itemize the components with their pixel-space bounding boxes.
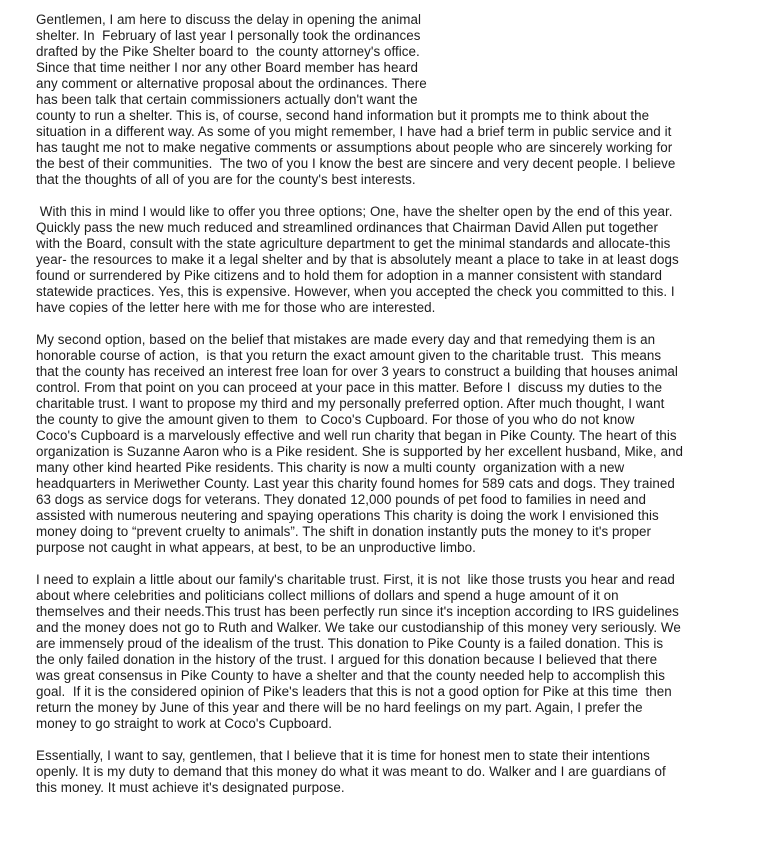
text-line: have copies of the letter here with me for those who are interested.	[36, 300, 436, 315]
text-line: openly. It is my duty to demand that this money do what it was meant to do. Walker and I are guardians of	[36, 764, 666, 779]
paragraph-2	[36, 204, 760, 316]
text-line: with the Board, consult with the state agriculture department to get the minimal standards and allocate-this	[36, 236, 671, 251]
text-line: this money. It must achieve it's designated purpose.	[36, 780, 345, 795]
text-line: that the county has received an interest free loan for over 3 years to construct a building that houses animal	[36, 364, 678, 379]
text-line: I need to explain a little about our family's charitable trust. First, it is not like those trusts you hear and read	[36, 572, 675, 587]
text-line: charitable trust. I want to propose my third and my personally preferred option. After much thought, I want	[36, 396, 665, 411]
paragraph-5	[36, 748, 760, 796]
text-line: many other kind hearted Pike residents. This charity is now a multi county organization with a new	[36, 460, 625, 475]
text-line: are immensely proud of the idealism of the trust. This donation to Pike County is a failed donation. This is	[36, 636, 664, 651]
text-line: that the thoughts of all of you are for the county's best interests.	[36, 172, 416, 187]
text-line: county to run a shelter. This is, of course, second hand information but it prompts me to think about the	[36, 108, 650, 123]
text-line: Gentlemen, I am here to discuss the delay in opening the animal	[36, 12, 422, 27]
text-line: year- the resources to make it a legal shelter and by that is absolutely meant a place to take in at least dogs	[36, 252, 679, 267]
text-line: goal. If it is the considered opinion of Pike's leaders that this is not a good option for Pike at this time then	[36, 684, 672, 699]
text-line: With this in mind I would like to offer you three options; One, have the shelter open by the end of this year.	[36, 204, 673, 219]
text-line: any comment or alternative proposal about the ordinances. There	[36, 76, 427, 91]
text-line: the only failed donation in the history of the trust. I argued for this donation because I believed that there	[36, 652, 658, 667]
text-line: has been talk that certain commissioners actually don't want the	[36, 92, 418, 107]
text-line: Quickly pass the new much reduced and streamlined ordinances that Chairman David Allen put together	[36, 220, 659, 235]
text-line: the best of their communities. The two of you I know the best are sincere and very decent people. I believe	[36, 156, 676, 171]
text-line: shelter. In February of last year I personally took the ordinances	[36, 28, 421, 43]
text-line: honorable course of action, is that you return the exact amount given to the charitable trust. This means	[36, 348, 662, 363]
text-line: control. From that point on you can proceed at your pace in this matter. Before I discuss my duties to the	[36, 380, 663, 395]
text-line: statewide practices. Yes, this is expensive. However, when you accepted the check you committed to this. I	[36, 284, 675, 299]
letter-page	[36, 12, 760, 812]
paragraph-4	[36, 572, 760, 732]
text-line: was great consensus in Pike County to have a shelter and that the county needed help to accomplish this	[36, 668, 665, 683]
text-line: return the money by June of this year and there will be no hard feelings on my part. Again, I prefer the	[36, 700, 643, 715]
text-line: found or surrendered by Pike citizens and to hold them for adoption in a manner consistent with standard	[36, 268, 662, 283]
text-line: money to go straight to work at Coco's Cupboard.	[36, 716, 332, 731]
text-line: themselves and their needs.This trust has been perfectly run since it's inception according to IRS guidelines	[36, 604, 679, 619]
text-line: organization is Suzanne Aaron who is a Pike resident. She is supported by her excellent husband, Mike, and	[36, 444, 683, 459]
paragraph-3	[36, 332, 760, 556]
text-line: headquarters in Meriwether County. Last year this charity found homes for 589 cats and dogs. They trained	[36, 476, 675, 491]
text-line: money doing to “prevent cruelty to animals”. The shift in donation instantly puts the money to it's proper	[36, 524, 651, 539]
text-line: situation in a different way. As some of you might remember, I have had a brief term in public service and it	[36, 124, 672, 139]
text-line: drafted by the Pike Shelter board to the county attorney's office.	[36, 44, 420, 59]
text-line: the county to give the amount given to them to Coco's Cupboard. For those of you who do not know	[36, 412, 635, 427]
text-line: about where celebrities and politicians collect millions of dollars and spend a huge amount of it on	[36, 588, 619, 603]
text-line: has taught me not to make negative comments or assumptions about people who are sincerely working for	[36, 140, 673, 155]
text-line: 63 dogs as service dogs for veterans. They donated 12,000 pounds of pet food to families in need and	[36, 492, 646, 507]
text-line: My second option, based on the belief that mistakes are made every day and that remedying them is an	[36, 332, 656, 347]
text-line: Since that time neither I nor any other Board member has heard	[36, 60, 418, 75]
text-line: purpose not caught in what appears, at best, to be an unproductive limbo.	[36, 540, 476, 555]
text-line: Essentially, I want to say, gentlemen, that I believe that it is time for honest men to state their intentions	[36, 748, 650, 763]
text-line: assisted with numerous neutering and spaying operations This charity is doing the work I envisioned this	[36, 508, 659, 523]
text-line: and the money does not go to Ruth and Walker. We take our custodianship of this money very seriously. We	[36, 620, 681, 635]
paragraph-1	[36, 12, 760, 188]
text-line: Coco's Cupboard is a marvelously effective and well run charity that began in Pike County. The heart of this	[36, 428, 677, 443]
